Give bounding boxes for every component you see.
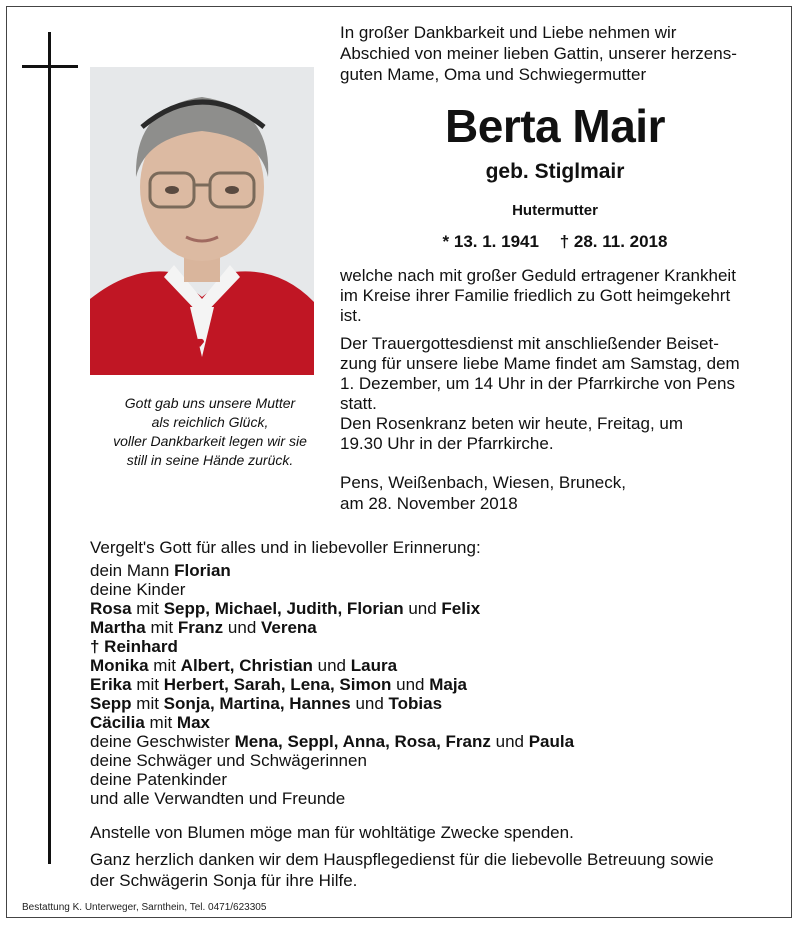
text: und bbox=[350, 694, 389, 713]
name: Sepp, Michael, Judith, Florian bbox=[163, 599, 404, 618]
name: Florian bbox=[174, 561, 231, 580]
text: mit bbox=[131, 694, 164, 713]
text: dein Mann bbox=[90, 561, 175, 580]
text-line: statt. bbox=[340, 394, 377, 413]
text-line: Den Rosenkranz beten wir heute, Freitag, um bbox=[340, 414, 684, 433]
mourner-line bbox=[90, 580, 770, 599]
mourners-intro: Vergelt's Gott für alles und in liebevoller Erinnerung: bbox=[90, 538, 481, 557]
mourner-line bbox=[90, 618, 770, 637]
name: Martha bbox=[90, 618, 146, 637]
caption-line: voller Dankbarkeit legen wir sie bbox=[113, 433, 307, 449]
text-line: 1. Dezember, um 14 Uhr in der Pfarrkirche von Pens bbox=[340, 374, 735, 393]
name: Sonja, Martina, Hannes bbox=[163, 694, 351, 713]
text: und bbox=[223, 618, 261, 637]
text: mit bbox=[131, 599, 164, 618]
text-line: zung für unsere liebe Mame findet am Samstag, dem bbox=[340, 354, 740, 373]
photo-caption bbox=[90, 394, 330, 470]
name: Sepp bbox=[90, 694, 132, 713]
name: Laura bbox=[350, 656, 398, 675]
intro-line: Abschied von meiner lieben Gattin, unserer herzens- bbox=[340, 44, 737, 63]
intro-text bbox=[340, 22, 737, 85]
mourner-line bbox=[90, 656, 770, 675]
mourner-line bbox=[90, 713, 770, 732]
name: Felix bbox=[441, 599, 481, 618]
name: Herbert, Sarah, Lena, Simon bbox=[163, 675, 392, 694]
date-line: am 28. November 2018 bbox=[340, 494, 518, 513]
mourners-list bbox=[90, 538, 770, 808]
text: und bbox=[312, 656, 351, 675]
caption-line: still in seine Hände zurück. bbox=[126, 452, 294, 468]
text: deine Schwäger und Schwägerinnen bbox=[90, 751, 367, 770]
text-line: im Kreise ihrer Familie friedlich zu Gott heimgekehrt bbox=[340, 286, 731, 305]
farm-role: Hutermutter bbox=[512, 202, 598, 219]
name: Max bbox=[176, 713, 210, 732]
death-paragraph bbox=[340, 266, 736, 326]
name: Verena bbox=[261, 618, 317, 637]
funeral-paragraph bbox=[340, 334, 740, 454]
place-and-date bbox=[340, 472, 718, 514]
text: mit bbox=[148, 656, 181, 675]
name: Cäcilia bbox=[90, 713, 145, 732]
intro-line: guten Mame, Oma und Schwiegermutter bbox=[340, 65, 647, 84]
name: Monika bbox=[90, 656, 149, 675]
birth-date: * 13. 1. 1941 bbox=[442, 232, 539, 251]
text-line: ist. bbox=[340, 306, 362, 325]
text-line: welche nach mit großer Geduld ertragener Krankheit bbox=[340, 266, 736, 285]
mourner-line bbox=[90, 694, 770, 713]
deceased-name: Berta Mair bbox=[445, 100, 665, 152]
funeral-home-footer: Bestattung K. Unterweger, Sarnthein, Tel. 0471/623305 bbox=[22, 902, 267, 913]
text: mit bbox=[131, 675, 164, 694]
mourner-line bbox=[90, 732, 770, 751]
life-dates bbox=[340, 232, 770, 252]
mourner-line bbox=[90, 770, 770, 789]
mourner-line bbox=[90, 561, 770, 580]
name: Maja bbox=[429, 675, 467, 694]
name: Erika bbox=[90, 675, 132, 694]
caption-line: als reichlich Glück, bbox=[151, 414, 269, 430]
text: deine Geschwister bbox=[90, 732, 235, 751]
donation-note: Anstelle von Blumen möge man für wohltätige Zwecke spenden. bbox=[90, 823, 574, 842]
text: und alle Verwandten und Freunde bbox=[90, 789, 346, 808]
mourner-line bbox=[90, 599, 770, 618]
text: mit bbox=[144, 713, 177, 732]
name: † Reinhard bbox=[90, 637, 178, 656]
announcement-body bbox=[340, 266, 740, 462]
mourner-line bbox=[90, 637, 770, 656]
text: und bbox=[403, 599, 442, 618]
death-date: † 28. 11. 2018 bbox=[559, 232, 668, 251]
text: mit bbox=[145, 618, 178, 637]
name: Paula bbox=[528, 732, 575, 751]
name: Albert, Christian bbox=[180, 656, 313, 675]
cross-icon bbox=[48, 32, 51, 864]
caption-line: Gott gab uns unsere Mutter bbox=[124, 395, 296, 411]
text: und bbox=[391, 675, 430, 694]
thanks-line: Ganz herzlich danken wir dem Hauspflegedienst für die liebevolle Betreuung sowie bbox=[90, 850, 714, 869]
text-line: Der Trauergottesdienst mit anschließender Beiset- bbox=[340, 334, 719, 353]
mourner-line bbox=[90, 675, 770, 694]
text: und bbox=[490, 732, 529, 751]
cross-icon-bar bbox=[22, 65, 78, 68]
text: deine Kinder bbox=[90, 580, 186, 599]
thanks-line: der Schwägerin Sonja für ihre Hilfe. bbox=[90, 871, 358, 890]
text-line: 19.30 Uhr in der Pfarrkirche. bbox=[340, 434, 554, 453]
mourner-line bbox=[90, 789, 770, 808]
intro-line: In großer Dankbarkeit und Liebe nehmen wir bbox=[340, 23, 677, 42]
closing-text bbox=[90, 822, 790, 891]
mourner-line bbox=[90, 751, 770, 770]
name: Mena, Seppl, Anna, Rosa, Franz bbox=[234, 732, 491, 751]
places-line: Pens, Weißenbach, Wiesen, Bruneck, bbox=[340, 473, 626, 492]
name: Tobias bbox=[388, 694, 443, 713]
text: deine Patenkinder bbox=[90, 770, 228, 789]
portrait-photo bbox=[90, 67, 314, 375]
name: Franz bbox=[177, 618, 224, 637]
maiden-name: geb. Stiglmair bbox=[485, 160, 625, 183]
name: Rosa bbox=[90, 599, 132, 618]
